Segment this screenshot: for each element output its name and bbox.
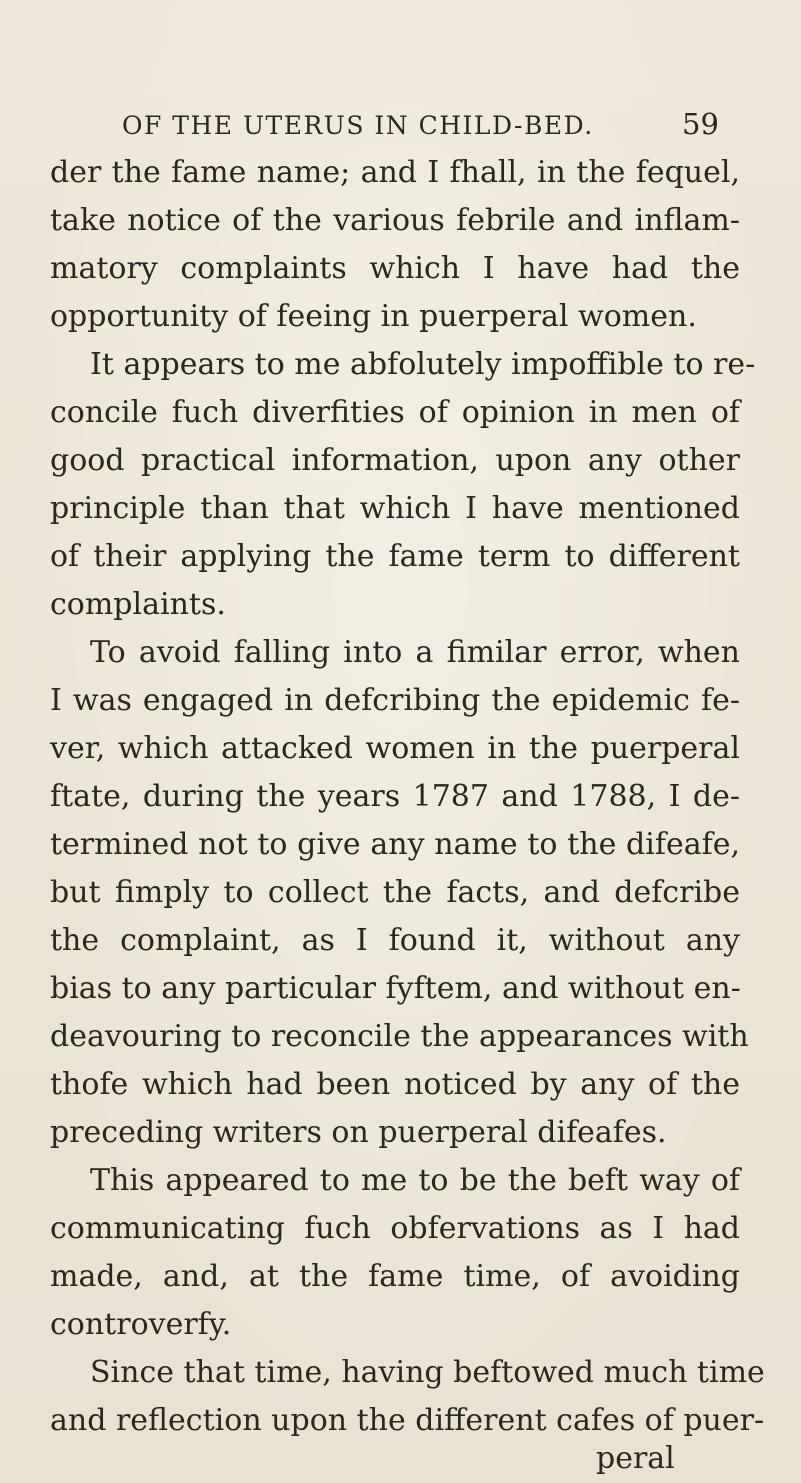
running-head: OF THE UTERUS IN CHILD-BED. <box>122 111 594 140</box>
paragraph-first-line: Since that time, having beftowed much time <box>90 1355 765 1390</box>
text-line: thofe which had been noticed by any of the <box>50 1067 740 1102</box>
page-number: 59 <box>682 107 719 141</box>
text-line: controverfy. <box>50 1307 232 1342</box>
text-line: made, and, at the fame time, of avoiding <box>50 1259 740 1294</box>
text-line: of their applying the fame term to different <box>50 539 740 574</box>
text-line: good practical information, upon any other <box>50 443 740 478</box>
text-line: I was engaged in defcribing the epidemic fe- <box>50 683 740 718</box>
text-line: preceding writers on puerperal difeafes. <box>50 1115 667 1150</box>
paragraph-first-line: This appeared to me to be the beft way of <box>90 1163 740 1198</box>
text-line: concile fuch diverfities of opinion in men of <box>50 395 740 430</box>
text-line: complaints. <box>50 587 226 622</box>
text-line: and reflection upon the different cafes of puer- <box>50 1403 765 1438</box>
text-line: principle than that which I have mentioned <box>50 491 740 526</box>
text-line: but fimply to collect the facts, and defcribe <box>50 875 740 910</box>
catchword: peral <box>596 1441 675 1476</box>
text-line: the complaint, as I found it, without any <box>50 923 740 958</box>
text-line: der the fame name; and I fhall, in the fequel, <box>50 155 740 190</box>
text-line: ver, which attacked women in the puerperal <box>50 731 740 766</box>
text-line: opportunity of feeing in puerperal women. <box>50 299 697 334</box>
text-line: take notice of the various febrile and inflam- <box>50 203 740 238</box>
text-line: communicating fuch obfervations as I had <box>50 1211 740 1246</box>
paragraph-first-line: To avoid falling into a fimilar error, when <box>90 635 740 670</box>
text-line: bias to any particular fyftem, and without en- <box>50 971 741 1006</box>
text-line: deavouring to reconcile the appearances with <box>50 1019 749 1054</box>
text-line: ftate, during the years 1787 and 1788, I de- <box>50 779 740 814</box>
paragraph-first-line: It appears to me abfolutely impoffible to re- <box>90 347 756 382</box>
text-line: matory complaints which I have had the <box>50 251 740 286</box>
text-line: termined not to give any name to the difeafe, <box>50 827 740 862</box>
